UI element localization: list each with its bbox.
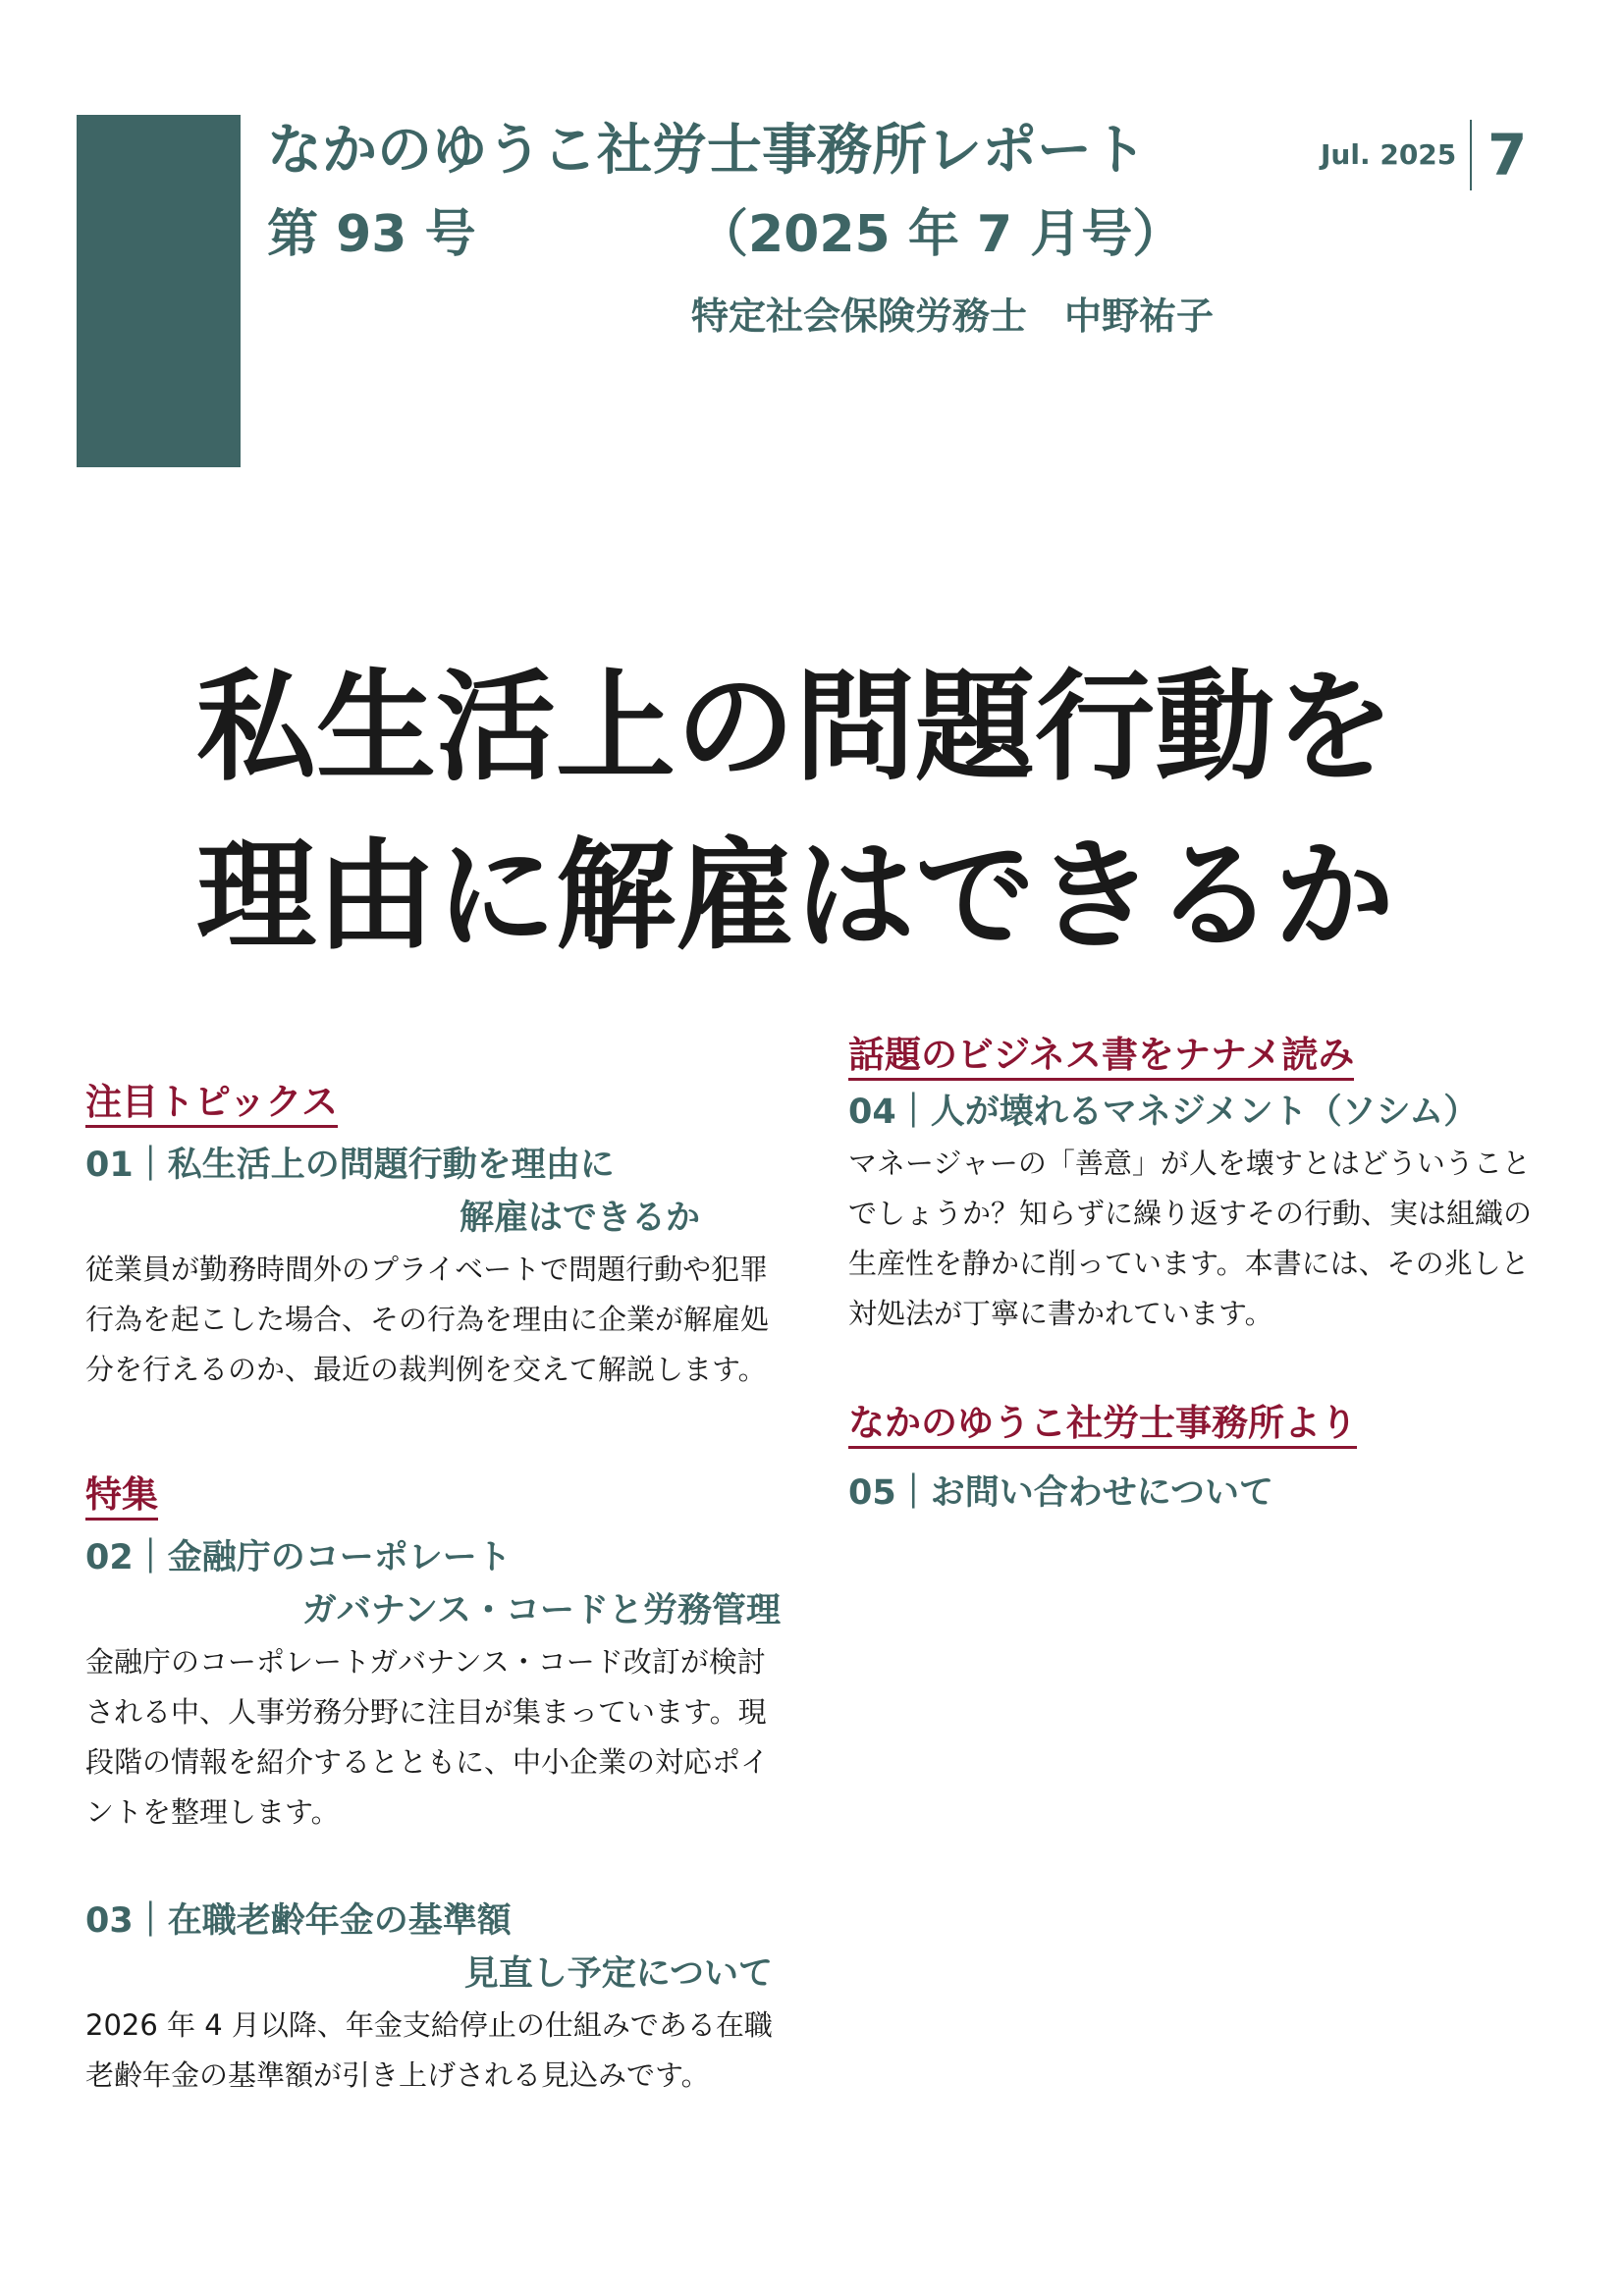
article-01-description: 従業員が勤務時間外のプライベートで問題行動や犯罪行為を起こした場合、その行為を理由に企業が解雇処分を行えるのか、最近の裁判例を交えて解説します。 [85, 1253, 770, 1386]
author-name: 特定社会保険労務士 中野祐子 [691, 294, 1215, 338]
issue-month: （2025 年 7 月号） [697, 205, 1184, 264]
header-divider [1470, 120, 1472, 190]
section-office [848, 1399, 1536, 1448]
issue-number: 第 93 号 [267, 205, 476, 264]
article-03-title-line2: 見直し予定について [463, 1954, 773, 1994]
main-headline-line2: 理由に解雇はできるか [196, 827, 1394, 966]
section-heading-books: 話題のビジネス書をナナメ読み [848, 1034, 1354, 1081]
section-topics [85, 1078, 792, 1127]
article-03-title[interactable] [85, 1895, 792, 2001]
article-02-title[interactable] [85, 1531, 792, 1637]
article-03-title-line1: 03｜在職老齢年金の基準額 [85, 1901, 512, 1941]
article-03-description: 2026 年 4 月以降、年金支給停止の仕組みである在職老齢年金の基準額が引き上げされる見込みです。 [85, 2008, 773, 2092]
article-01-title-line2: 解雇はできるか [459, 1199, 700, 1238]
section-heading-feature: 特集 [85, 1473, 158, 1521]
section-feature [85, 1470, 792, 1520]
main-headline [196, 643, 1473, 981]
article-02-title-line1: 02｜金融庁のコーポレート [85, 1538, 512, 1577]
article-04-description: マネージャーの「善意」が人を壊すとはどういうことでしょうか？知らずに繰り返すその行動、実は組織の生産性を静かに削っています。本書には、その兆しと対処法が丁寧に書かれています。 [848, 1147, 1533, 1330]
article-04-title[interactable]: 04｜人が壊れるマネジメント（ソシム） [848, 1093, 1479, 1132]
article-02-title-line2: ガバナンス・コードと労務管理 [301, 1591, 781, 1630]
article-01-title[interactable] [85, 1139, 792, 1245]
section-books [848, 1031, 1536, 1080]
header-color-block [77, 115, 241, 467]
article-02-description: 金融庁のコーポレートガバナンス・コード改訂が検討される中、人事労務分野に注目が集まっています。現段階の情報を紹介するとともに、中小企業の対応ポイントを整理します。 [85, 1645, 770, 1829]
article-01-title-line1: 01｜私生活上の問題行動を理由に [85, 1146, 615, 1185]
report-title: なかのゆうこ社労士事務所レポート [267, 119, 1147, 183]
month-number: 7 [1488, 122, 1528, 188]
issue-date: Jul. 2025 [1321, 138, 1457, 171]
section-heading-topics: 注目トピックス [85, 1081, 338, 1128]
article-05-title[interactable]: 05｜お問い合わせについて [848, 1473, 1274, 1513]
section-heading-office: なかのゆうこ社労士事務所より [848, 1402, 1357, 1449]
main-headline-line1: 私生活上の問題行動を [196, 658, 1394, 797]
